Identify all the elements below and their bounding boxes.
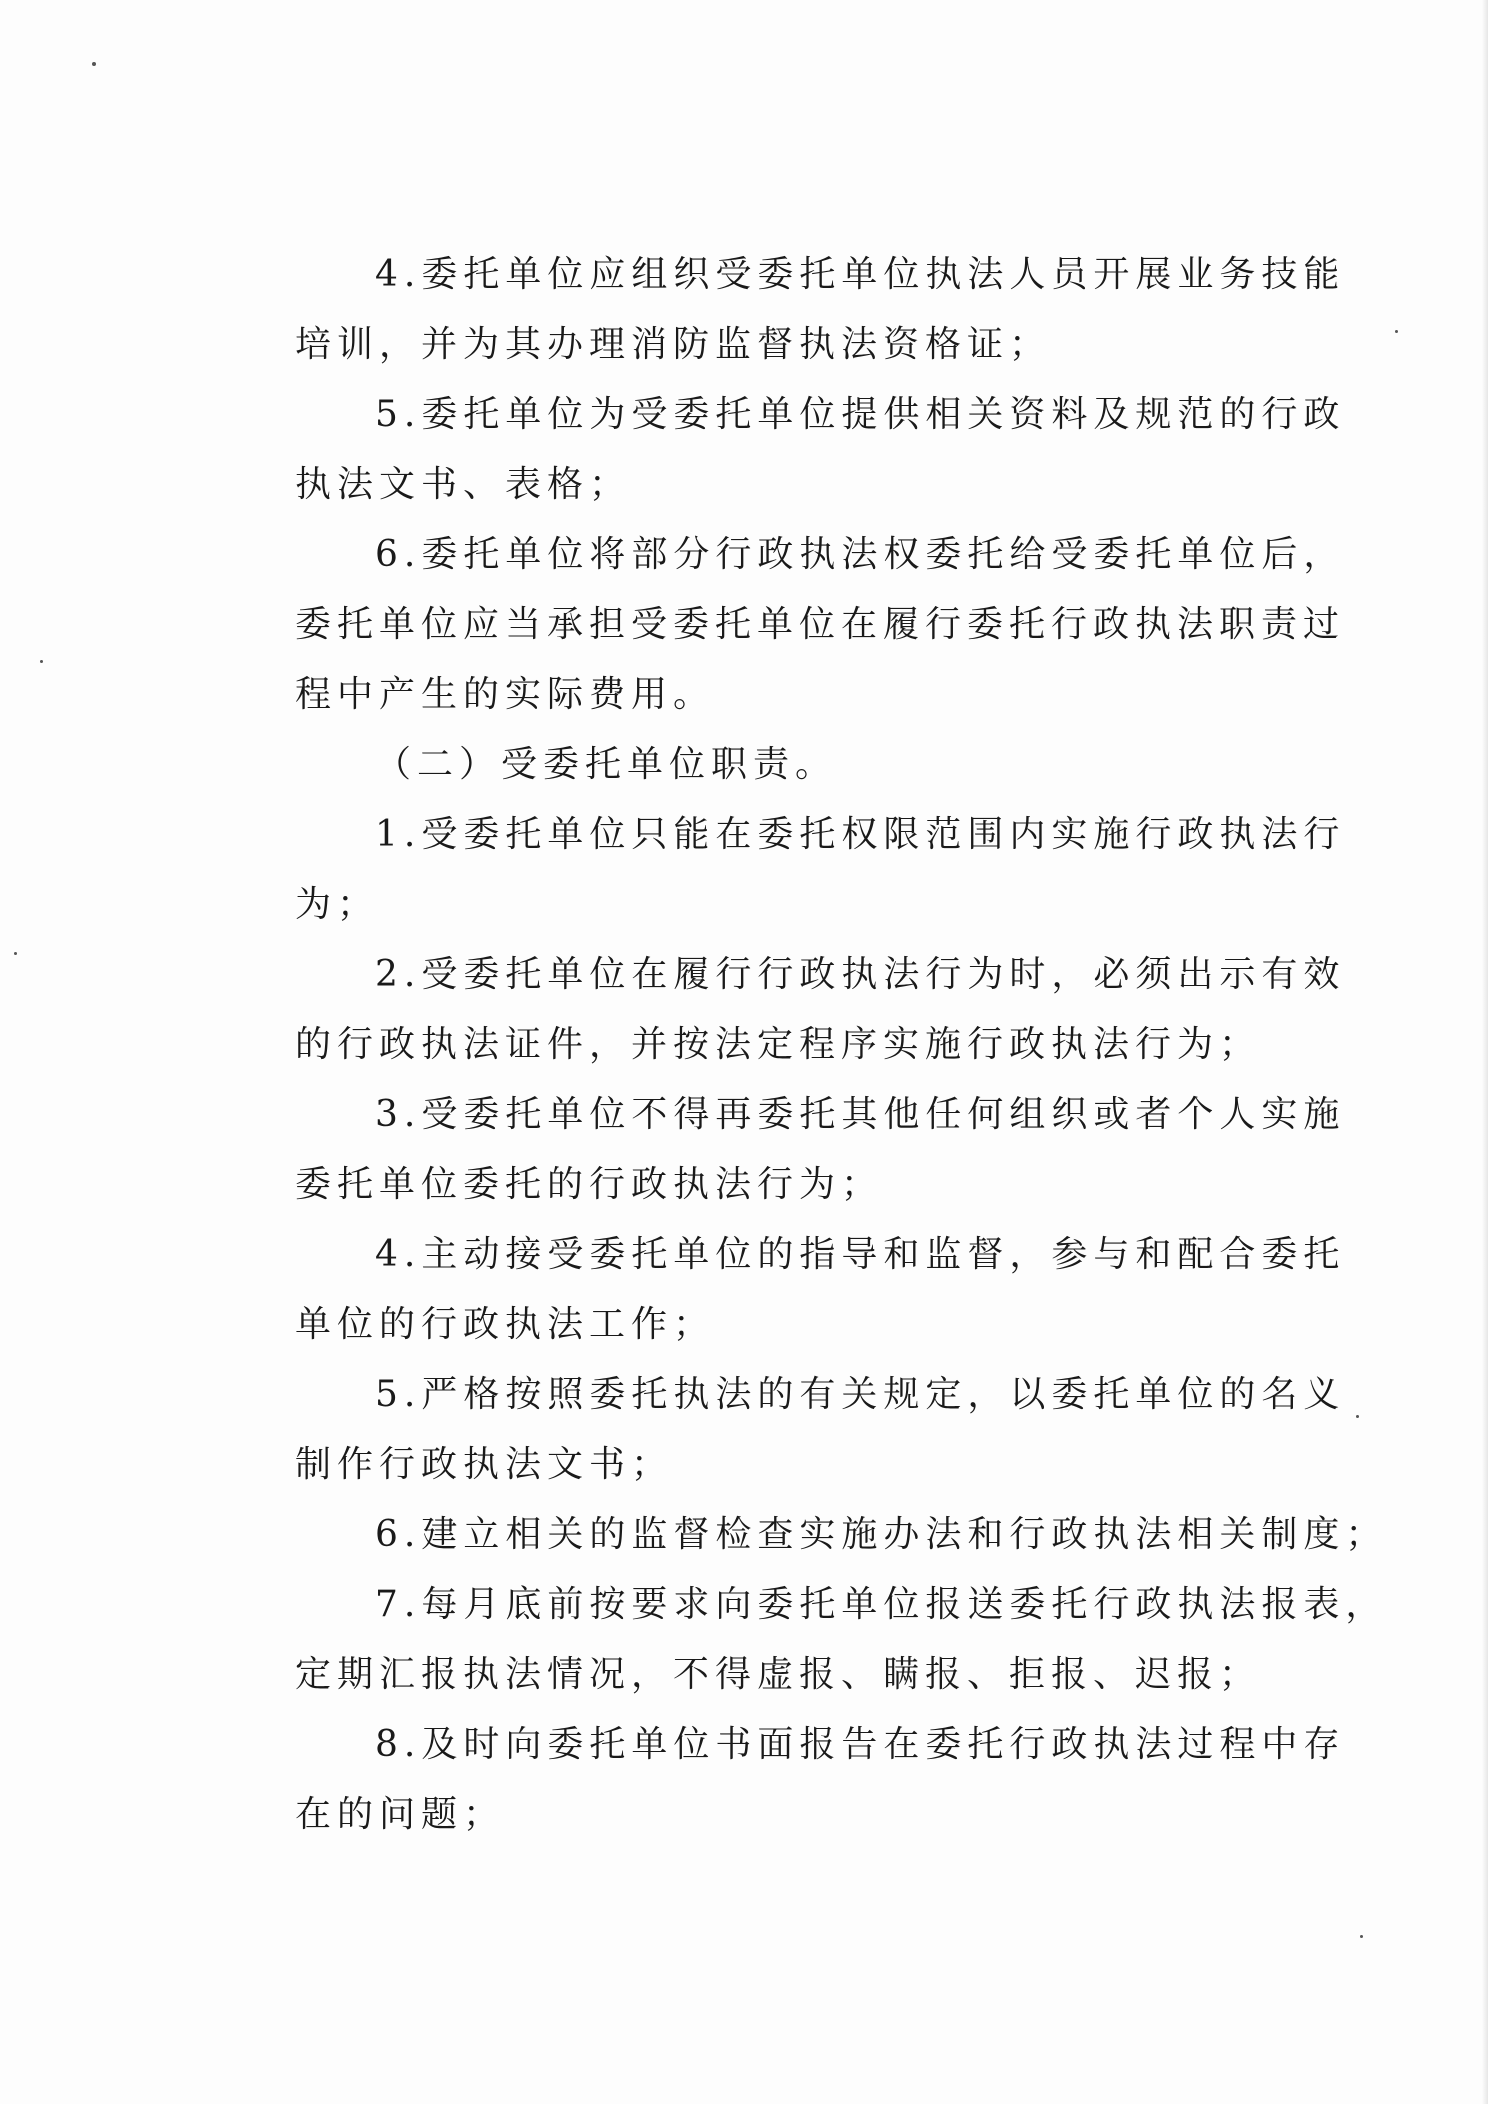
section2-item-3 (215, 1080, 1346, 1220)
text-line: 定期汇报执法情况，不得虚报、瞒报、拒报、迟报； (295, 1654, 1262, 1695)
text-line: 6.委托单位将部分行政执法权委托给受委托单位后， (375, 534, 1346, 575)
text-line: 6.建立相关的监督检查实施办法和行政执法相关制度； (375, 1514, 1388, 1555)
text-line: 5.严格按照委托执法的有关规定，以委托单位的名义 (375, 1374, 1346, 1415)
text-line: 在的问题； (295, 1794, 506, 1835)
section2-item-1 (215, 800, 1346, 940)
section-heading (215, 730, 1185, 800)
text-line: 3.受委托单位不得再委托其他任何组织或者个人实施 (375, 1094, 1346, 1135)
text-line: 4.委托单位应组织受委托单位执法人员开展业务技能 (375, 254, 1346, 295)
text-line: 的行政执法证件，并按法定程序实施行政执法行为； (295, 1024, 1262, 1065)
scan-speck (1360, 1935, 1363, 1938)
section2-item-4 (215, 1220, 1346, 1360)
scan-speck (40, 660, 43, 663)
section2-item-6 (215, 1500, 1388, 1570)
text-line: 委托单位应当承担受委托单位在履行委托行政执法职责过 (295, 604, 1346, 645)
paragraph-5 (215, 380, 1346, 520)
scan-speck (92, 62, 96, 66)
text-line: 4.主动接受委托单位的指导和监督，参与和配合委托 (375, 1234, 1346, 1275)
text-line: 8.及时向委托单位书面报告在委托行政执法过程中存 (375, 1724, 1346, 1765)
text-line: 2.受委托单位在履行行政执法行为时，必须出示有效 (375, 954, 1346, 995)
text-line: 制作行政执法文书； (295, 1444, 674, 1485)
text-line: 为； (295, 884, 380, 925)
section2-item-8 (215, 1710, 1346, 1850)
text-line: 7.每月底前按要求向委托单位报送委托行政执法报表， (375, 1584, 1388, 1625)
scan-speck (1356, 1415, 1359, 1418)
section2-item-2 (215, 940, 1346, 1080)
section2-item-7 (215, 1570, 1388, 1710)
text-line: 执法文书、表格； (295, 464, 632, 505)
text-line: 单位的行政执法工作； (295, 1304, 716, 1345)
scan-edge-shadow (1482, 0, 1488, 2104)
text-line: 程中产生的实际费用。 (295, 674, 716, 715)
text-line: 培训，并为其办理消防监督执法资格证； (295, 324, 1052, 365)
text-line: 5.委托单位为受委托单位提供相关资料及规范的行政 (375, 394, 1346, 435)
paragraph-4 (215, 240, 1346, 380)
scan-speck (14, 952, 17, 955)
document-body (215, 240, 1388, 1850)
text-line: 委托单位委托的行政执法行为； (295, 1164, 884, 1205)
section2-item-5 (215, 1360, 1346, 1500)
text-line: （二）受委托单位职责。 (375, 744, 838, 785)
scan-speck (1395, 330, 1398, 333)
paragraph-6 (215, 520, 1346, 730)
text-line: 1.受委托单位只能在委托权限范围内实施行政执法行 (375, 814, 1346, 855)
